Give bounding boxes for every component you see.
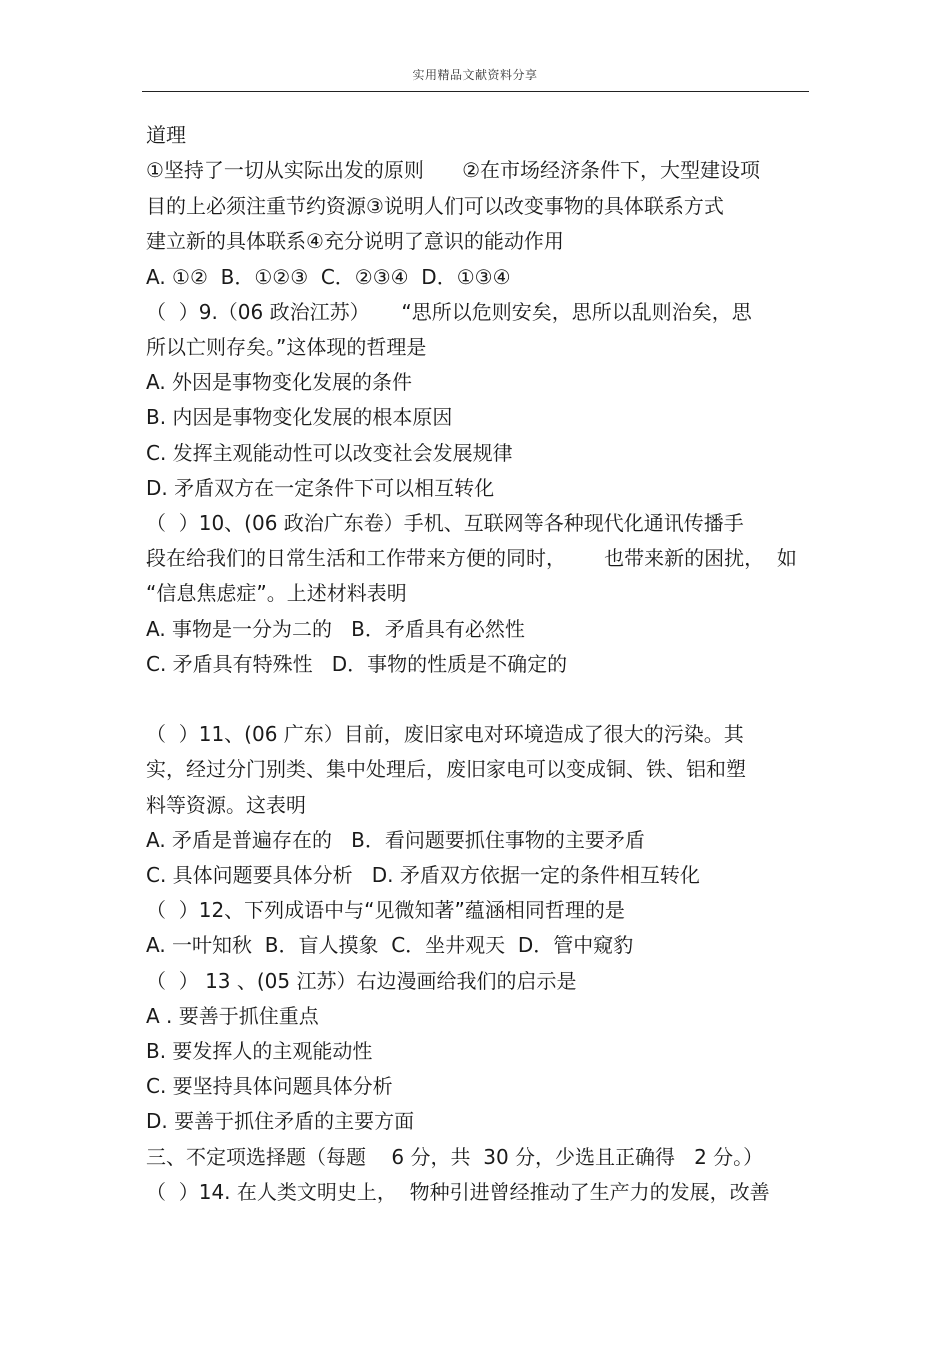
page-header: 实用精品文献资料分享 xyxy=(412,68,538,82)
option-line: D. 矛盾双方在一定条件下可以相互转化 xyxy=(146,476,495,500)
text-line: 建立新的具体联系④充分说明了意识的能动作用 xyxy=(146,229,564,253)
text-line: 料等资源。这表明 xyxy=(146,793,306,817)
text-line: 道理 xyxy=(146,123,186,147)
question-line: （ ）14. 在人类文明史上， 物种引进曾经推动了生产力的发展，改善 xyxy=(146,1180,770,1204)
option-line: C. 矛盾具有特殊性 D．事物的性质是不确定的 xyxy=(146,652,568,676)
text-line: 所以亡则存矣。”这体现的哲理是 xyxy=(146,335,427,359)
question-line: （ ）10、(06 政治广东卷）手机、互联网等各种现代化通讯传播手 xyxy=(146,511,744,535)
question-line: （ ）12、下列成语中与“见微知著”蕴涵相同哲理的是 xyxy=(146,898,625,922)
question-line: （ ） 13 、(05 江苏）右边漫画给我们的启示是 xyxy=(146,969,577,993)
option-line: A. 事物是一分为二的 B．矛盾具有必然性 xyxy=(146,617,525,641)
text-line: 段在给我们的日常生活和工作带来方便的同时， 也带来新的困扰， 如 xyxy=(146,546,797,570)
text-line: 目的上必须注重节约资源③说明人们可以改变事物的具体联系方式 xyxy=(146,194,724,218)
section-heading: 三、不定项选择题（每题 6 分，共 30 分，少选且正确得 2 分。） xyxy=(146,1145,764,1169)
text-line: “信息焦虑症”。上述材料表明 xyxy=(146,581,407,605)
text-line: 实，经过分门别类、集中处理后，废旧家电可以变成铜、铁、铝和塑 xyxy=(146,757,746,781)
option-line: A . 要善于抓住重点 xyxy=(146,1004,319,1028)
option-line: C. 发挥主观能动性可以改变社会发展规律 xyxy=(146,441,513,465)
text-line: ①坚持了一切从实际出发的原则 ②在市场经济条件下，大型建设项 xyxy=(146,158,761,182)
option-line: A. ①② B．①②③ C．②③④ D．①③④ xyxy=(146,265,511,289)
option-line: B. 要发挥人的主观能动性 xyxy=(146,1039,373,1063)
question-line: （ ）9.（06 政治江苏） “思所以危则安矣，思所以乱则治矣，思 xyxy=(146,300,752,324)
option-line: A. 矛盾是普遍存在的 B．看问题要抓住事物的主要矛盾 xyxy=(146,828,645,852)
option-line: B. 内因是事物变化发展的根本原因 xyxy=(146,405,453,429)
option-line: C. 要坚持具体问题具体分析 xyxy=(146,1074,393,1098)
header-rule xyxy=(142,91,809,92)
option-line: C. 具体问题要具体分析 D. 矛盾双方依据一定的条件相互转化 xyxy=(146,863,700,887)
question-line: （ ）11、(06 广东）目前，废旧家电对环境造成了很大的污染。其 xyxy=(146,722,744,746)
option-line: A. 一叶知秋 B．盲人摸象 C．坐井观天 D．管中窥豹 xyxy=(146,933,634,957)
option-line: D. 要善于抓住矛盾的主要方面 xyxy=(146,1109,415,1133)
option-line: A. 外因是事物变化发展的条件 xyxy=(146,370,413,394)
